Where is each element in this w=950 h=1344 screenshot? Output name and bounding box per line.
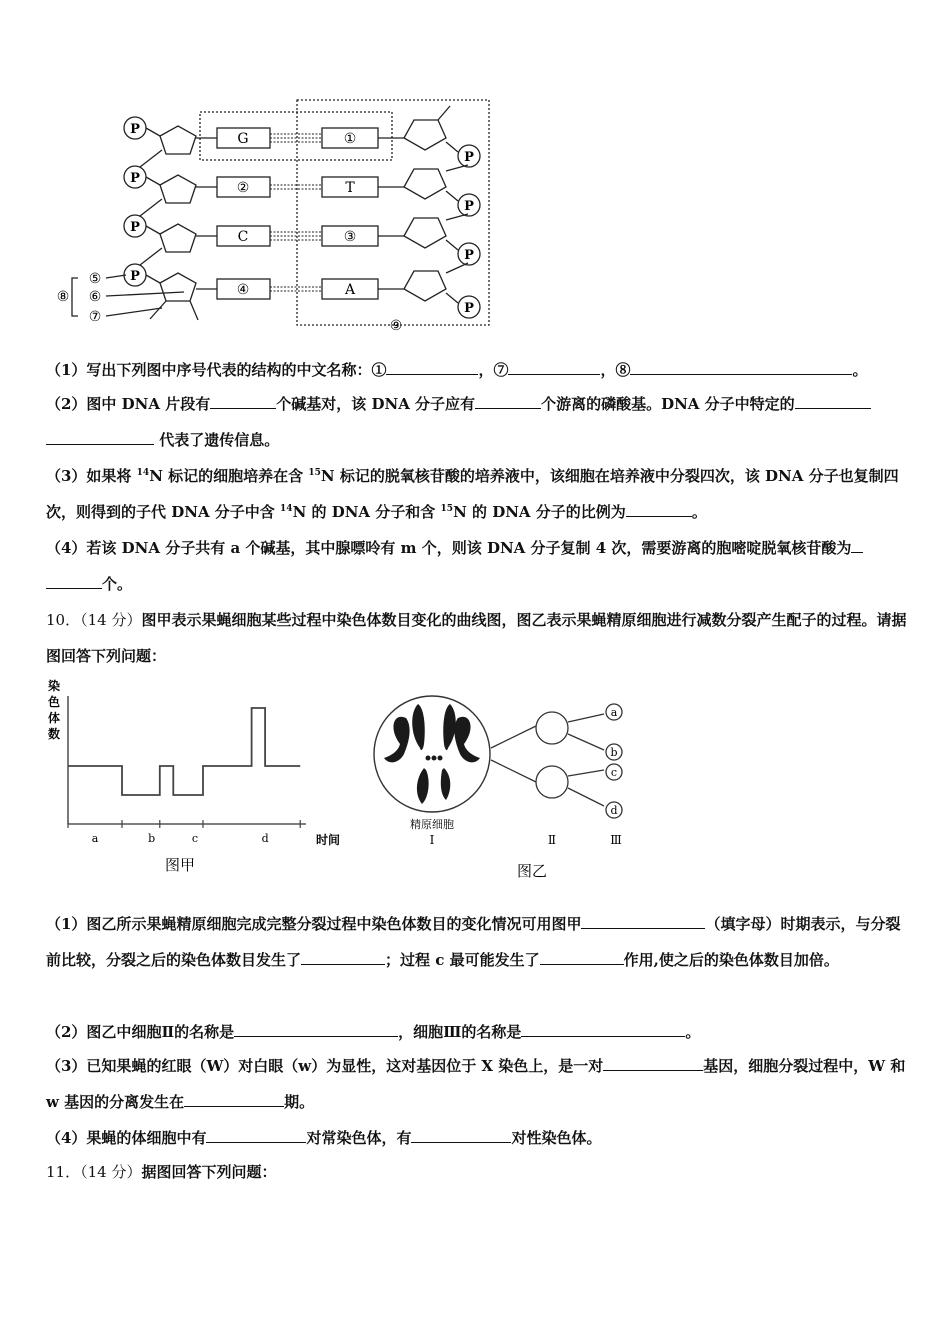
answer-blank[interactable] [795,390,871,409]
x-axis-label: 时间 [315,833,341,847]
answer-blank[interactable] [521,1018,685,1037]
q10-part2: （2）图乙中细胞Ⅱ的名称是 ，细胞Ⅲ的名称是 。 [46,1014,912,1050]
answer-blank[interactable] [386,356,478,375]
stage-label: Ⅱ [547,833,557,847]
answer-blank[interactable] [46,426,154,445]
secondary-cell-top [536,712,568,744]
label-six: ⑥ [88,289,102,305]
answer-blank[interactable] [475,390,541,409]
x-tick-label: c [191,832,198,845]
answer-blank[interactable] [210,390,276,409]
chromosome-number-chart [44,676,344,886]
dna-structure-figure [50,90,510,340]
dashed-box-top-pair [200,112,392,160]
stage-label: Ⅲ [610,833,622,847]
left-base-1: G [237,131,249,147]
meiosis-process-figure [360,678,640,888]
left-base-3: C [237,229,249,245]
right-sugar-3 [404,218,446,248]
question-number: 11． [46,1163,81,1181]
q10-part3: （3）已知果蝇的红眼（W）对白眼（w）为显性，这对基因位于 X 染色上，是一对 基因，细胞分裂过程中，W 和 w 基因的分离发生在 期。 [46,1048,912,1120]
secondary-cell-bottom [536,766,568,798]
answer-blank[interactable] [46,570,102,589]
gamete-label: a [610,706,618,719]
gamete-label: c [610,766,618,779]
question-points: （14 分） [80,1163,142,1181]
q10-part4: （4）果蝇的体细胞中有 对常染色体，有 对性染色体。 [46,1120,912,1156]
y-axis-label-char: 色 [47,695,61,709]
right-sugar-2 [404,169,446,199]
question-stem: 据图回答下列问题： [141,1163,277,1181]
q9-part4: （4）若该 DNA 分子共有 a 个碱基，其中腺嘌呤有 m 个，则该 DNA 分子复制 4 次，需要游离的胞嘧啶脱氧核苷酸为 个。 [46,530,912,602]
left-sugar-4 [160,273,196,301]
q9-part2: （2）图中 DNA 片段有 个碱基对，该 DNA 分子应有 个游离的磷酸基。DNA 分子中特定的 代表了遗传信息。 [46,386,912,458]
label-seven: ⑦ [88,309,102,325]
left-base-2: ② [236,180,250,196]
answer-blank[interactable] [234,1018,398,1037]
answer-blank[interactable] [626,498,692,517]
label-eight: ⑧ [56,289,70,305]
label-five: ⑤ [88,271,102,287]
phosphate-label: P [130,269,140,284]
spermatogonium-label: 精原细胞 [410,818,454,831]
q9-part3: （3）如果将 $^{14}$N 标记的细胞培养在含 $^{15}$N 标记的脱氧核苷酸的培养液中，该细胞在培养液中分裂四次，该 DNA 分子也复制四次，则得到的子代 DNA 分子中含 $^{14}$N 的 DNA 分子和含 $^{15}$N 的 DNA 分子的比例为 。 [46,467,899,521]
answer-blank[interactable] [581,910,705,929]
x-tick-label: b [148,832,156,845]
spermatogonium-cell [374,696,490,812]
phosphate-label: P [464,248,474,263]
answer-blank[interactable] [206,1124,306,1143]
phosphate-label: P [464,199,474,214]
answer-blank[interactable] [630,356,852,375]
phosphate-label: P [130,122,140,137]
figure-caption: 图甲 [164,856,196,874]
y-axis-label-char: 数 [47,727,61,741]
phosphate-label: P [464,301,474,316]
answer-blank[interactable] [851,534,863,553]
chromosome-curve [68,708,300,795]
question-stem: 图甲表示果蝇细胞某些过程中染色体数目变化的曲线图，图乙表示果蝇精原细胞进行减数分裂产生配子的过程。请据图回答下列问题： [46,611,907,665]
gamete-label: b [610,746,618,759]
gamete-label: d [610,804,618,817]
right-sugar-1 [404,120,446,150]
left-sugar-3 [160,224,196,252]
figure-caption: 图乙 [516,862,548,880]
phosphate-label: P [130,171,140,186]
answer-blank[interactable] [603,1052,703,1071]
right-base-1: ① [343,131,357,147]
right-sugar-4 [404,271,446,301]
answer-blank[interactable] [411,1124,511,1143]
label-nine: ⑨ [389,318,403,334]
answer-blank[interactable] [508,356,600,375]
left-base-4: ④ [236,282,250,298]
x-tick-label: a [91,832,99,845]
phosphate-label: P [464,150,474,165]
q9-part1: （1）写出下列图中序号代表的结构的中文名称：① ，⑦ ，⑧ 。 [46,352,912,388]
y-axis-label-char: 体 [47,711,61,725]
left-sugar-1 [160,126,196,154]
y-axis-label-char: 染 [47,679,61,693]
x-tick-label: d [261,832,269,845]
question-number: 10． [46,611,81,629]
q10-stem [46,602,912,674]
right-base-4: A [344,282,356,298]
answer-blank[interactable] [184,1088,284,1107]
right-base-2: T [345,180,355,196]
left-sugar-2 [160,175,196,203]
right-base-3: ③ [343,229,357,245]
q10-part1: （1）图乙所示果蝇精原细胞完成完整分裂过程中染色体数目的变化情况可用图甲 （填字母）时期表示，与分裂前比较，分裂之后的染色体数目发生了 ；过程 c 最可能发生了 作用,使之后的染色体数目加倍。 [46,906,912,978]
question-points: （14 分） [80,611,142,629]
answer-blank[interactable] [540,946,624,965]
phosphate-label: P [130,220,140,235]
answer-blank[interactable] [301,946,385,965]
stage-label: Ⅰ [429,833,435,847]
q11-stem [46,1154,912,1190]
